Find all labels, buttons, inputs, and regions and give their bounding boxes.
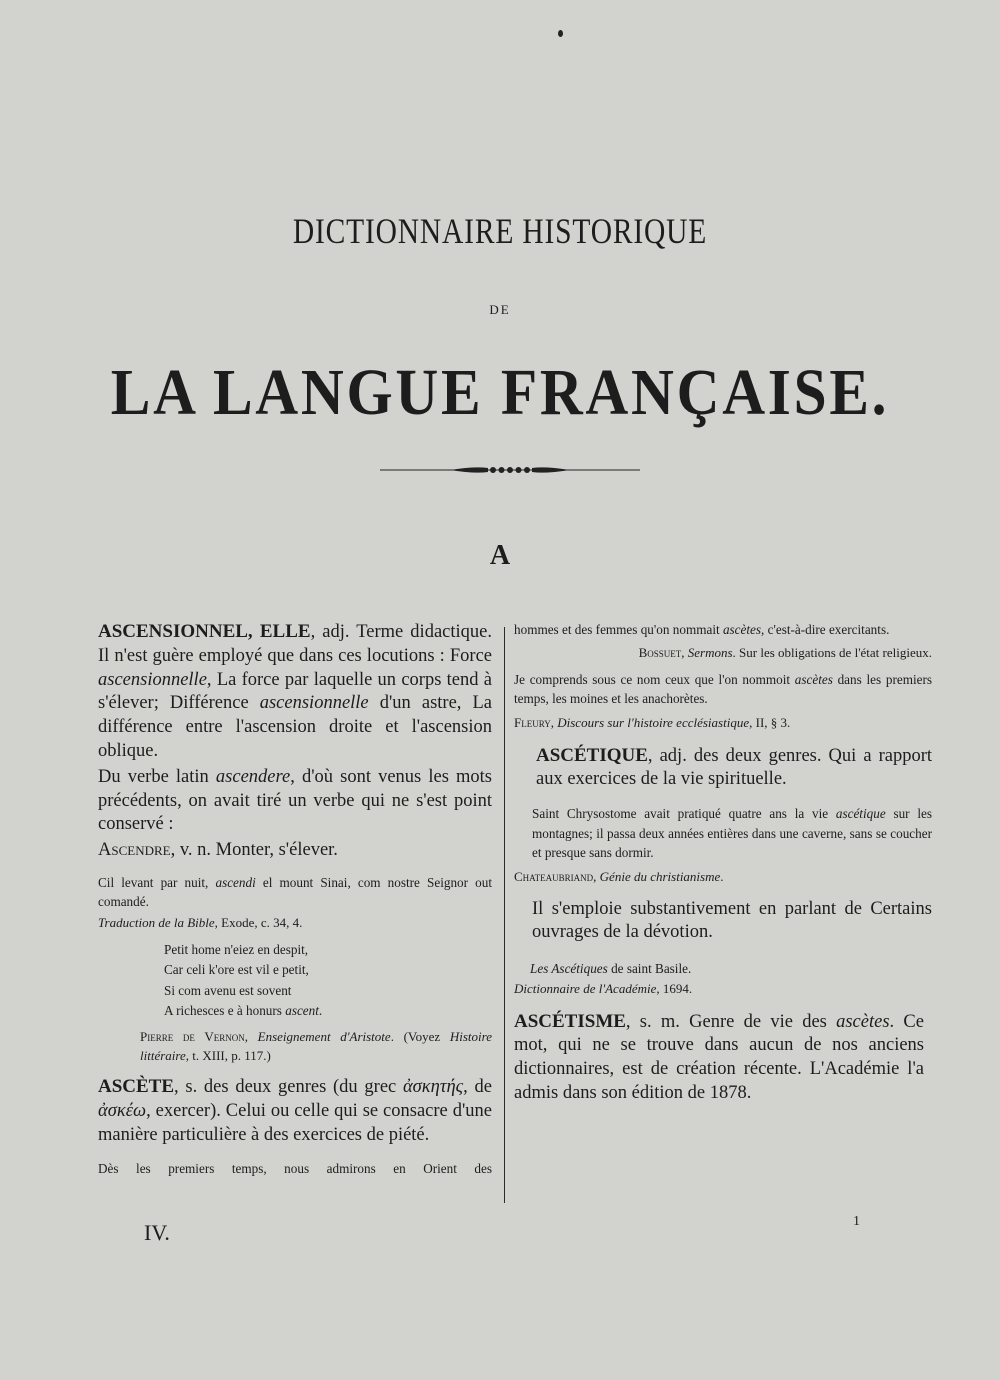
verse-line: Car celi k'ore est vil e petit,: [164, 962, 309, 978]
quotation-source: Bossuet, Sermons. Sur les obligations de l'état religieux.: [638, 644, 932, 660]
headword: ASCÈTE: [98, 1075, 175, 1097]
quotation-source: Chateaubriand, Génie du christianisme.: [514, 868, 724, 884]
quotation: Dès les premiers temps, nous admirons en Orient des: [98, 1161, 492, 1177]
quotation-source: Fleury, Discours sur l'histoire ecclésiastique, II, § 3.: [514, 714, 791, 730]
headword: ASCÉTISME: [514, 1010, 626, 1032]
quotation-source: Traduction de la Bible, Exode, c. 34, 4.: [98, 914, 303, 930]
entry-paragraph: Ascendre, v. n. Monter, s'élever.: [98, 840, 338, 861]
headword: ASCÉTIQUE: [536, 744, 648, 766]
entry-ascetique: ASCÉTIQUE, adj. des deux genres. Qui a rapport aux exercices de la vie spirituelle.: [536, 744, 932, 790]
title-de: DE: [489, 302, 511, 317]
entry-ascete: ASCÈTE, s. des deux genres (du grec ἀσκητής, de ἀσκέω, exercer). Celui ou celle qui se consacre d'une manière particulière à des exercices de piété.: [98, 1075, 492, 1145]
quotation: Je comprends sous ce nom ceux que l'on nommoit ascètes dans les premiers temps, les moines et les anachorètes.: [514, 671, 932, 706]
verse-line: Si com avenu est sovent: [164, 982, 292, 998]
quotation: Les Ascétiques de saint Basile.: [530, 961, 692, 977]
quotation: Saint Chrysostome avait pratiqué quatre ans la vie ascétique sur les montagnes; il passa deux années entières dans une caverne, sans se coucher et presque sans dormir.: [532, 806, 932, 861]
title-line-2: LA LANGUE FRANÇAISE.: [110, 356, 890, 429]
ornament-divider: [380, 462, 640, 478]
column-rule: [504, 627, 505, 1203]
quotation-source: Pierre de Vernon, Enseignement d'Aristote. (Voyez Histoire littéraire, t. XIII, p. 117.): [140, 1028, 492, 1063]
ink-speck: [558, 30, 563, 37]
entry-ascetisme: ASCÉTISME, s. m. Genre de vie des ascètes. Ce mot, qui ne se trouve dans aucun de nos anciens dictionnaires, est de création récente. L'Académie l'a admis dans son édition de 1878.: [514, 1010, 924, 1104]
entry-ascensionnel: ASCENSIONNEL, ELLE, adj. Terme didactique. Il n'est guère employé que dans ces locutions : Force ascensionnelle, La force par laquelle un corps tend à s'élever; Différence ascensionnelle d'un astre, La différence entre l'ascension droite et l'ascension oblique.: [98, 621, 492, 761]
verse-line: A richesces e à honurs ascent.: [164, 1003, 323, 1019]
quotation: Cil levant par nuit, ascendi el mount Sinai, com nostre Seignor out comandé.: [98, 874, 493, 910]
section-letter: A: [489, 540, 511, 571]
title-line-1: DICTIONNAIRE HISTORIQUE: [292, 211, 708, 251]
quotation-source: Dictionnaire de l'Académie, 1694.: [514, 980, 693, 996]
entry-paragraph: Du verbe latin ascendere, d'où sont venus les mots précédents, on avait tiré un verbe qui ne s'est point conservé :: [98, 766, 492, 835]
verse-block: [98, 940, 492, 1022]
signature-mark: IV.: [144, 1220, 170, 1245]
left-column: [98, 620, 492, 1179]
quotation: hommes et des femmes qu'on nommait ascètes, c'est-à-dire exercitants.: [514, 622, 890, 637]
right-column: [514, 620, 932, 1106]
headword: ASCENSIONNEL, ELLE: [98, 621, 311, 642]
entry-paragraph: Il s'emploie substantivement en parlant de Certains ouvrages de la dévotion.: [532, 898, 932, 943]
signature-number: 1: [853, 1214, 860, 1229]
verse-line: Petit home n'eiez en despit,: [164, 941, 309, 957]
